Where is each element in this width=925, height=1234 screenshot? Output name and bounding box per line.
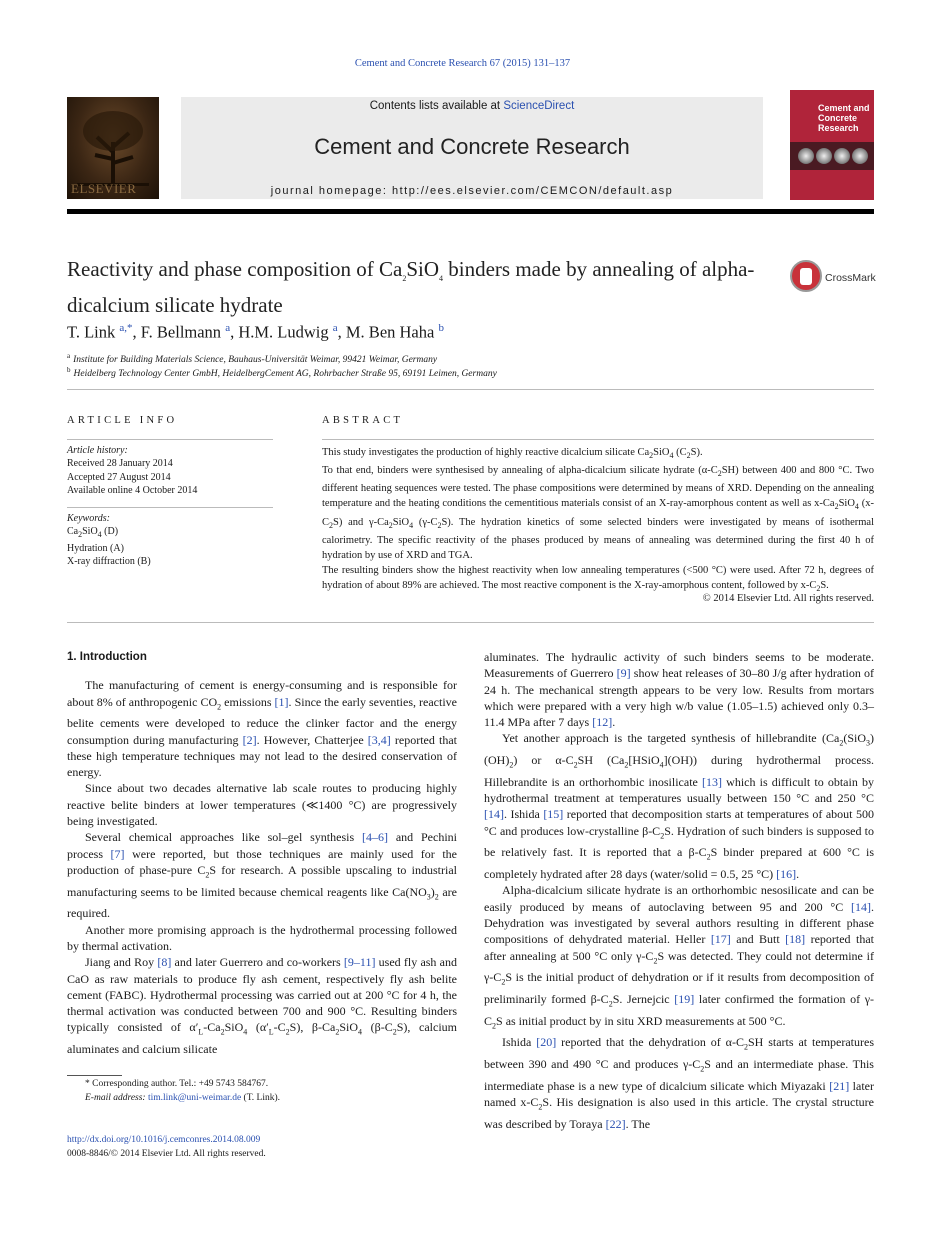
contents-line [181,100,763,112]
citation-link[interactable]: [20] [536,1035,557,1050]
corresponding-author-note: * Corresponding author. Tel.: +49 5743 584767. [85,1079,269,1089]
sciencedirect-link[interactable]: ScienceDirect [503,100,575,112]
keywords-label: Keywords: [67,513,110,524]
citation-link[interactable]: [17] [710,932,731,947]
author-affiliation-link[interactable]: b [438,322,444,334]
copyright-notice: © 2014 Elsevier Ltd. All rights reserved. [702,593,874,604]
journal-name: Cement and Concrete Research [314,134,630,159]
doi-link[interactable]: http://dx.doi.org/10.1016/j.cemconres.2014.08.009 [67,1135,261,1145]
citation-link[interactable]: [8] [157,955,172,970]
crossmark-label: CrossMark [825,272,876,284]
elsevier-logo[interactable] [67,97,159,199]
section-heading: 1. Introduction [67,651,147,663]
journal-homepage-link[interactable]: journal homepage: http://ees.elsevier.com/CEMCON/default.asp [270,185,674,197]
article-info-heading: ARTICLE INFO [67,415,178,426]
affiliation: $^b$ Heidelberg Technology Center GmbH, HeidelbergCement AG, Rohrbacher Straße 95, 69191 Leimen, Germany [67,366,497,380]
article-title: Reactivity and phase composition of $Ca_2SiO_4$ binders made by annealing of alpha-dicalcium silicate hydrate [67,257,755,318]
abstract-text: This study investigates the production of highly reactive dicalcium silicate $Ca_2SiO_4$ $(C_2S)$. To that end, binders were synthesised by annealing of alpha-dicalcium silicate hydrate $(\alpha-C_2SH)$ between 400 and 800 °C. Two different heating sequences were tested. The phase compositions were determined by means of XRD. Depending on the annealing temperature and the heating conditions the cementitious materials consist of an X-ray-amorphous content as well as $x-Ca_2SiO_4$ $(x-C_2S)$ and $\gamma-Ca_2SiO_4$ $(\gamma-C_2S)$. The hydration kinetics of some selected binders were investigated by means of isothermal calorimetry. The specific reactivity of the phases produced by means of annealing was determined during the first 40 h of hydration by use of XRD and TGA. The resulting binders show the highest reactivity when low annealing temperatures (<500 °C) were used. After 72 h, degrees of hydration of about 89% are achieved. The most reactive component is the X-ray-amorphous content, followed by $x-C_2S$. [322,447,874,594]
email-link[interactable]: tim.link@uni-weimar.de [147,1092,242,1103]
citation-link[interactable]: [15] [543,807,564,822]
cover-title-line: Research [818,123,859,133]
citation-link[interactable]: [19] [674,991,695,1006]
body-column-left: 1. Introduction The manufacturing of cement is energy-consuming and is responsible for about 8% of anthropogenic $CO_2$ emissions [1]. Since the early seventies, reactive belite cements were developed to reduce the clinker factor and the energy consumption during manufacturing [2]. However, Chatterjee [3,4] reported that these high temperature techniques may not lead to the desired conservation of energy. Since about two decades alternative lab scale routes to producing highly reactive belite binders at lower temperatures (≪1400 °C) are progressively being investigated. Several chemical approaches like sol–gel synthesis [4–6] and Pechini process [7] were reported, but those techniques are mainly used for the production of phase-pure $C_2S$ for research. A possible upscaling to industrial manufacturing seems to be limited because chemical reagents like $Ca(NO_3)_2$ are required. Another more promising approach is the hydrothermal processing followed by thermal activation. Jiang and Roy [8] and later Guerrero and co-workers [9–11] used fly ash and CaO as raw materials to produce fly ash cement, respectively fly ash belite cement (FABC). Hydrothermal processing was carried out at 200 °C for 4 h, the thermal activation was conducted between 700 and 900 °C. Resulting binders typically consisted of $\alpha'_L-Ca_2SiO_4$ $(\alpha'_L-C_2S)$, $\beta-Ca_2SiO_4$ $(\beta-C_2S)$, calcium aluminates and calcium silicate [67,651,457,1057]
crossmark-icon [790,260,822,292]
cover-title-line: Cement and [818,103,870,113]
footnotes [67,1078,457,1105]
divider [67,622,874,623]
citation-link[interactable]: [16] [776,867,797,882]
author-name: T. Link [67,322,116,342]
citation-link[interactable]: [3,4] [367,732,391,747]
divider [322,439,874,440]
affiliation: $^a$ Institute for Building Materials Science, Bauhaus-Universität Weimar, 99421 Weimar, Germany [67,352,438,366]
issn-line: 0008-8846/© 2014 Elsevier Ltd. All rights reserved. [67,1148,266,1159]
citation-link[interactable]: [18] [785,932,806,947]
abstract-heading: ABSTRACT [322,415,404,426]
email-note: E-mail address: tim.link@uni-weimar.de (T. Link). [85,1092,281,1103]
author-name: H.M. Ludwig [238,322,329,342]
citation-link[interactable]: [12] [592,715,613,730]
divider [67,507,273,508]
journal-header [67,90,874,200]
citation-link[interactable]: [7] [110,846,125,861]
history-label: Article history: [67,445,128,456]
accepted-date: Accepted 27 August 2014 [67,471,171,483]
citation-link[interactable]: [9–11] [343,955,376,970]
doi-block [67,1134,266,1161]
journal-cover-thumbnail[interactable] [790,90,874,200]
keyword: X-ray diffraction (B) [67,556,151,568]
cover-title-line: Concrete [818,113,858,123]
crossmark-button[interactable] [790,260,880,296]
citation-link[interactable]: [13] [702,774,723,789]
cover-micrograph-icon [852,148,868,164]
citation-link[interactable]: [1] [274,694,289,709]
cover-micrograph-icon [834,148,850,164]
citation-link[interactable]: [14] [851,899,871,914]
citation-link[interactable]: [21] [829,1078,850,1093]
article-history [67,444,273,498]
cover-title [818,103,870,133]
body-column-right: aluminates. The hydraulic activity of such binders seems to be moderate. Measurements of Guerrero [9] show heat releases of 30–80 J/g after hydration of 24 h. The mechanical strength appears to be very low. Results from mortars which were prepared with a very high w/b value (1.05–1.5) achieved only 0.3–11.4 MPa after 7 days [12]. Yet another approach is the targeted synthesis of hillebrandite $(Ca_2(SiO_3)(OH)_2)$ or $\alpha-C_2SH$ $(Ca_2[HSiO_4](OH))$ during hydrothermal process. Hillebrandite is an orthorhombic inosilicate [13] which is difficult to obtain by hydrothermal treatment at temperatures usually between 150 °C and 250 °C [14]. Ishida [15] reported that decomposition starts at temperatures of about 500 °C and produces low-crystalline $\beta-C_2S$. Hydration of such binders is supposed to be relatively fast. It is reported that a $\beta-C_2S$ binder prepared at 600 °C is completely hydrated after 28 days (water/solid = 0.5, 25 °C) [16]. Alpha-dicalcium silicate hydrate is an orthorhombic nesosilicate and can be easily produced by means of autoclaving between 95 and 200 °C [14]. Dehydration was investigated by several authors resulting in different phase compositions of dehydrated material. Heller [17] and Butt [18] reported that after annealing at 500 °C only $\gamma-C_2S$ was detected. They could not determine if $\gamma-C_2S$ is the initial product of dehydration or if it results from decomposition of preliminarily formed $\beta-C_2S$. Jernejcic [19] later confirmed the formation of $\gamma-C_2S$ as initial product by in situ XRD measurements at 500 °C. Ishida [20] reported that the dehydration of $\alpha-C_2SH$ starts at temperatures between 390 and 490 °C and produces $\gamma-C_2S$ and an intermediate phase. This intermediate phase is a new type of dicalcium silicate which Miyazaki [21] later named $x-C_2S$. His designation is also used in this article. The crystal structure was described by Toraya [22]. The [484,650,875,1131]
cover-micrograph-icon [816,148,832,164]
online-date: Available online 4 October 2014 [67,485,198,497]
cover-micrograph-icon [798,148,814,164]
author-list: T. Link $^{a,*}$, F. Bellmann $^a$, H.M. Ludwig $^a$, M. Ben Haha $^b$ [67,322,444,342]
elsevier-wordmark: ELSEVIER [71,181,137,196]
keyword: Hydration (A) [67,542,124,554]
received-date: Received 28 January 2014 [67,458,173,470]
author-affiliation-link[interactable]: a [332,322,338,334]
header-divider [67,209,874,214]
citation-link[interactable]: [2] [242,732,257,747]
author-affiliation-link[interactable]: a,* [119,322,133,334]
citation-link[interactable]: [14] [484,807,504,822]
journal-title-box [181,97,763,199]
keyword: $Ca_2SiO_4$ (D) [67,526,119,540]
contents-prefix: Contents lists available at [369,100,504,112]
divider [67,439,273,440]
author-name: F. Bellmann [140,322,222,342]
author-affiliation-link[interactable]: a [225,322,231,334]
citation-link[interactable]: [9] [616,666,631,681]
divider [67,389,874,390]
footnote-divider [67,1075,122,1076]
journal-reference-link[interactable]: Cement and Concrete Research 67 (2015) 131–137 [354,58,571,69]
citation-link[interactable]: [4–6] [361,830,388,845]
citation-link[interactable]: [22] [605,1116,626,1131]
author-name: M. Ben Haha [345,322,435,342]
keywords [67,512,273,569]
